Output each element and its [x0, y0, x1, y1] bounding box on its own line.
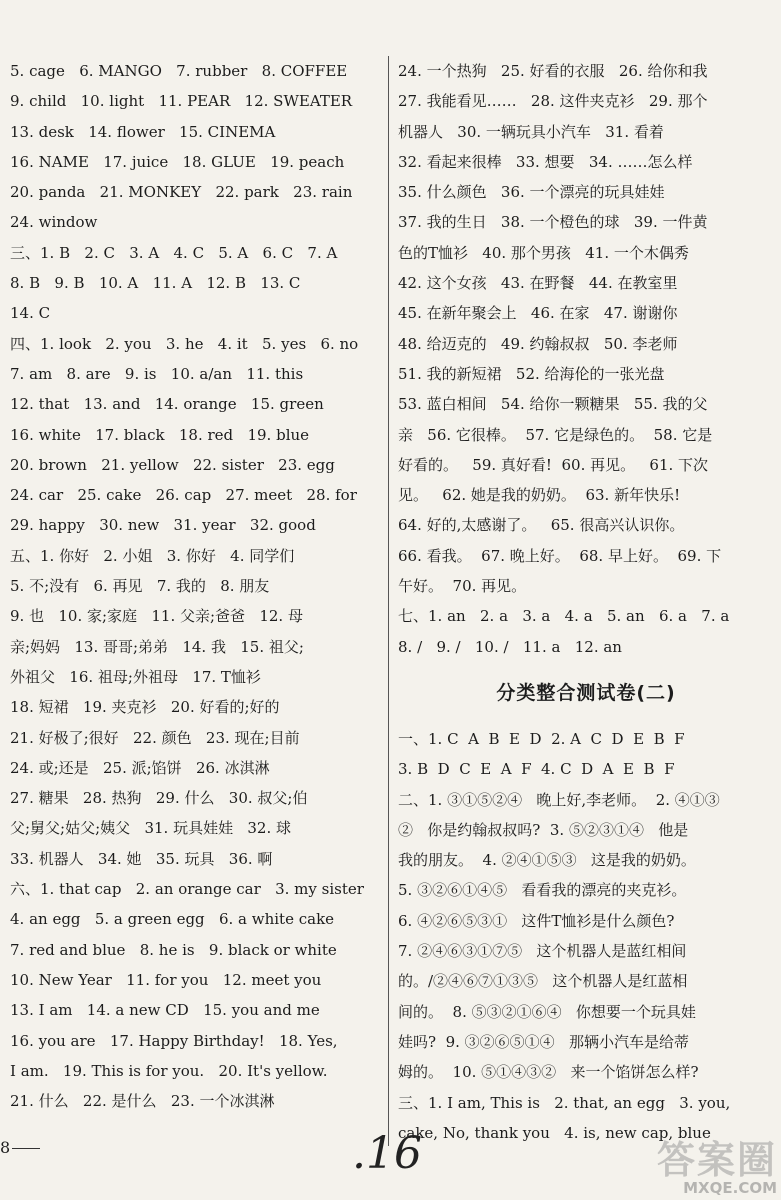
- answer-line: 3. B D C E A F 4. C D A E B F: [398, 760, 675, 779]
- answer-line: 21. 什么 22. 是什么 23. 一个冰淇淋: [10, 1092, 275, 1111]
- answer-line: 51. 我的新短裙 52. 给海伦的一张光盘: [398, 364, 665, 383]
- answer-line: 10. New Year 11. for you 12. meet you: [10, 970, 322, 989]
- answer-line: 8. / 9. / 10. / 11. a 12. an: [398, 637, 622, 656]
- answer-line: 二、1. ③①⑤②④ 晚上好,李老师。 2. ④①③: [398, 790, 720, 809]
- right-answer-column: [398, 56, 774, 1148]
- answer-line: 42. 这个女孩 43. 在野餐 44. 在教室里: [398, 274, 678, 293]
- answer-line: 13. I am 14. a new CD 15. you and me: [10, 1001, 320, 1020]
- answer-line: 33. 机器人 34. 她 35. 玩具 36. 啊: [10, 849, 273, 868]
- column-divider: [388, 56, 389, 1146]
- answer-line: 三、1. I am, This is 2. that, an egg 3. you,: [398, 1093, 731, 1112]
- answer-line: 四、1. look 2. you 3. he 4. it 5. yes 6. no: [10, 334, 359, 353]
- answer-line: 色的T恤衫 40. 那个男孩 41. 一个木偶秀: [398, 243, 689, 262]
- answer-line: 13. desk 14. flower 15. CINEMA: [10, 122, 276, 141]
- answer-line: 4. an egg 5. a green egg 6. a white cake: [10, 910, 335, 929]
- right-column-top: [398, 56, 774, 662]
- answer-line: 5. ③②⑥①④⑤ 看看我的漂亮的夹克衫。: [398, 881, 687, 900]
- answer-line: 20. brown 21. yellow 22. sister 23. egg: [10, 455, 335, 474]
- answer-line: 24. 或;还是 25. 派;馅饼 26. 冰淇淋: [10, 758, 270, 777]
- answer-line: 好看的。 59. 真好看! 60. 再见。 61. 下次: [398, 455, 709, 474]
- answer-line: I am. 19. This is for you. 20. It's yellow.: [10, 1061, 328, 1080]
- watermark-logo-text: 答案圈: [656, 1138, 777, 1182]
- answer-line: 机器人 30. 一辆玩具小汽车 31. 看着: [398, 122, 664, 141]
- answer-line: 9. 也 10. 家;家庭 11. 父亲;爸爸 12. 母: [10, 607, 303, 626]
- answer-line: cake, No, thank you 4. is, new cap, blue: [398, 1123, 711, 1142]
- handwritten-mark: .16: [352, 1128, 422, 1179]
- answer-line: 我的朋友。 4. ②④①⑤③ 这是我的奶奶。: [398, 851, 696, 870]
- page-number: 8: [0, 1138, 11, 1157]
- answer-line: ② 你是约翰叔叔吗? 3. ⑤②③①④ 他是: [398, 820, 689, 839]
- answer-line: 7. am 8. are 9. is 10. a/an 11. this: [10, 364, 304, 383]
- answer-line: 27. 糖果 28. 热狗 29. 什么 30. 叔父;伯: [10, 789, 308, 808]
- answer-line: 5. cage 6. MANGO 7. rubber 8. COFFEE: [10, 62, 348, 80]
- answer-line: 间的。 8. ⑤③②①⑥④ 你想要一个玩具娃: [398, 1002, 696, 1021]
- answer-line: 亲;妈妈 13. 哥哥;弟弟 14. 我 15. 祖父;: [10, 637, 304, 656]
- answer-line: 29. happy 30. new 31. year 32. good: [10, 516, 316, 535]
- answer-line: 6. ④②⑥⑤③① 这件T恤衫是什么颜色?: [398, 911, 675, 930]
- answer-line: 亲 56. 它很棒。 57. 它是绿色的。 58. 它是: [398, 425, 713, 444]
- footer-rule: [12, 1148, 40, 1149]
- answer-line: 六、1. that cap 2. an orange car 3. my sister: [10, 880, 364, 899]
- answer-line: 53. 蓝白相间 54. 给你一颗糖果 55. 我的父: [398, 395, 708, 414]
- answer-line: 姆的。 10. ⑤①④③② 来一个馅饼怎么样?: [398, 1063, 699, 1082]
- answer-line: 24. car 25. cake 26. cap 27. meet 28. for: [10, 486, 357, 505]
- answer-line: 16. NAME 17. juice 18. GLUE 19. peach: [10, 152, 345, 171]
- answer-line: 5. 不;没有 6. 再见 7. 我的 8. 朋友: [10, 577, 270, 596]
- answer-line: 外祖父 16. 祖母;外祖母 17. T恤衫: [10, 667, 261, 686]
- answer-line: 一、1. C A B E D 2. A C D E B F: [398, 729, 685, 748]
- answer-line: 的。/②④⑥⑦①③⑤ 这个机器人是红蓝相: [398, 972, 688, 991]
- answer-line: 37. 我的生日 38. 一个橙色的球 39. 一件黄: [398, 213, 708, 232]
- answer-line: 7. red and blue 8. he is 9. black or white: [10, 940, 337, 959]
- answer-line: 12. that 13. and 14. orange 15. green: [10, 395, 324, 414]
- answer-line: 27. 我能看见…… 28. 这件夹克衫 29. 那个: [398, 92, 708, 111]
- left-answer-column: [10, 56, 382, 1116]
- answer-line: 48. 给迈克的 49. 约翰叔叔 50. 李老师: [398, 334, 678, 353]
- answer-line: 18. 短裙 19. 夹克衫 20. 好看的;好的: [10, 698, 280, 717]
- answer-line: 父;舅父;姑父;姨父 31. 玩具娃娃 32. 球: [10, 819, 292, 838]
- answer-line: 32. 看起来很棒 33. 想要 34. ……怎么样: [398, 152, 693, 171]
- answer-line: 7. ②④⑥③①⑦⑤ 这个机器人是蓝红相间: [398, 942, 687, 961]
- answer-line: 午好。 70. 再见。: [398, 577, 527, 596]
- answer-line: 24. window: [10, 213, 98, 232]
- section-title: 分类整合测试卷(二): [496, 681, 676, 704]
- answer-line: 21. 好极了;很好 22. 颜色 23. 现在;目前: [10, 728, 300, 747]
- answer-line: 三、1. B 2. C 3. A 4. C 5. A 6. C 7. A: [10, 243, 338, 262]
- answer-line: 见。 62. 她是我的奶奶。 63. 新年快乐!: [398, 486, 681, 505]
- answer-line: 24. 一个热狗 25. 好看的衣服 26. 给你和我: [398, 62, 708, 80]
- answer-line: 20. panda 21. MONKEY 22. park 23. rain: [10, 183, 353, 202]
- answer-line: 七、1. an 2. a 3. a 4. a 5. an 6. a 7. a: [398, 607, 730, 626]
- right-column-bottom: [398, 724, 774, 1148]
- answer-line: 五、1. 你好 2. 小姐 3. 你好 4. 同学们: [10, 546, 295, 565]
- answer-line: 9. child 10. light 11. PEAR 12. SWEATER: [10, 92, 353, 111]
- answer-line: 66. 看我。 67. 晚上好。 68. 早上好。 69. 下: [398, 546, 722, 565]
- answer-line: 35. 什么颜色 36. 一个漂亮的玩具娃娃: [398, 183, 665, 202]
- answer-line: 16. white 17. black 18. red 19. blue: [10, 425, 310, 444]
- watermark-logo: [657, 1140, 777, 1196]
- answer-line: 64. 好的,太感谢了。 65. 很高兴认识你。: [398, 516, 685, 535]
- answer-line: 14. C: [10, 304, 51, 323]
- answer-line: 45. 在新年聚会上 46. 在家 47. 谢谢你: [398, 304, 678, 323]
- answer-line: 8. B 9. B 10. A 11. A 12. B 13. C: [10, 274, 301, 293]
- answer-line: 娃吗? 9. ③②⑥⑤①④ 那辆小汽车是给蒂: [398, 1032, 689, 1051]
- watermark-url: MXQE.COM: [683, 1179, 777, 1197]
- answer-line: 16. you are 17. Happy Birthday! 18. Yes,: [10, 1031, 338, 1050]
